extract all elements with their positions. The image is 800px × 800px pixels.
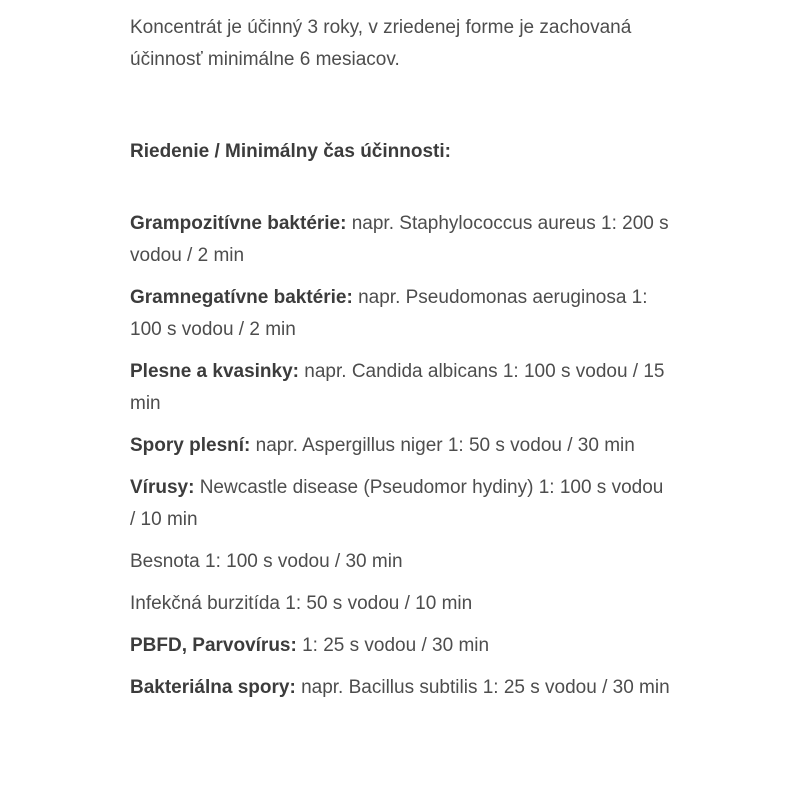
dilution-list <box>130 208 670 704</box>
entry-text: napr. Candida albicans 1: 100 s vodou / 15 min <box>130 361 665 414</box>
entry-label: Vírusy: <box>130 477 195 498</box>
dilution-entry <box>130 430 670 462</box>
entry-label: Grampozitívne baktérie: <box>130 213 347 234</box>
entry-label: PBFD, Parvovírus: <box>130 635 297 656</box>
entry-label: Bakteriálna spory: <box>130 677 296 698</box>
dilution-entry <box>130 356 670 420</box>
entry-text: napr. Aspergillus niger 1: 50 s vodou / 30 min <box>255 435 635 456</box>
entry-text: napr. Staphylococcus aureus 1: 200 s vodou / 2 min <box>130 213 669 266</box>
entry-label: Plesne a kvasinky: <box>130 361 299 382</box>
section-heading: Riedenie / Minimálny čas účinnosti: <box>130 141 451 162</box>
dilution-entry <box>130 588 670 620</box>
entry-text: napr. Pseudomonas aeruginosa 1: 100 s vodou / 2 min <box>130 287 648 340</box>
dilution-entry <box>130 630 670 662</box>
entry-text: napr. Bacillus subtilis 1: 25 s vodou / 30 min <box>301 677 670 698</box>
entry-text: Infekčná burzitída 1: 50 s vodou / 10 min <box>130 593 473 614</box>
dilution-entry <box>130 546 670 578</box>
dilution-entry <box>130 672 670 704</box>
dilution-entry <box>130 282 670 346</box>
dilution-entry <box>130 208 670 272</box>
entry-text: Newcastle disease (Pseudomor hydiny) 1: 100 s vodou / 10 min <box>130 477 664 530</box>
dilution-entry <box>130 472 670 536</box>
entry-text: Besnota 1: 100 s vodou / 30 min <box>130 551 403 572</box>
entry-text: 1: 25 s vodou / 30 min <box>302 635 490 656</box>
intro-paragraph: Koncentrát je účinný 3 roky, v zriedenej forme je zachovaná účinnosť minimálne 6 mesiacov. <box>130 17 632 70</box>
entry-label: Gramnegatívne baktérie: <box>130 287 353 308</box>
entry-label: Spory plesní: <box>130 435 251 456</box>
